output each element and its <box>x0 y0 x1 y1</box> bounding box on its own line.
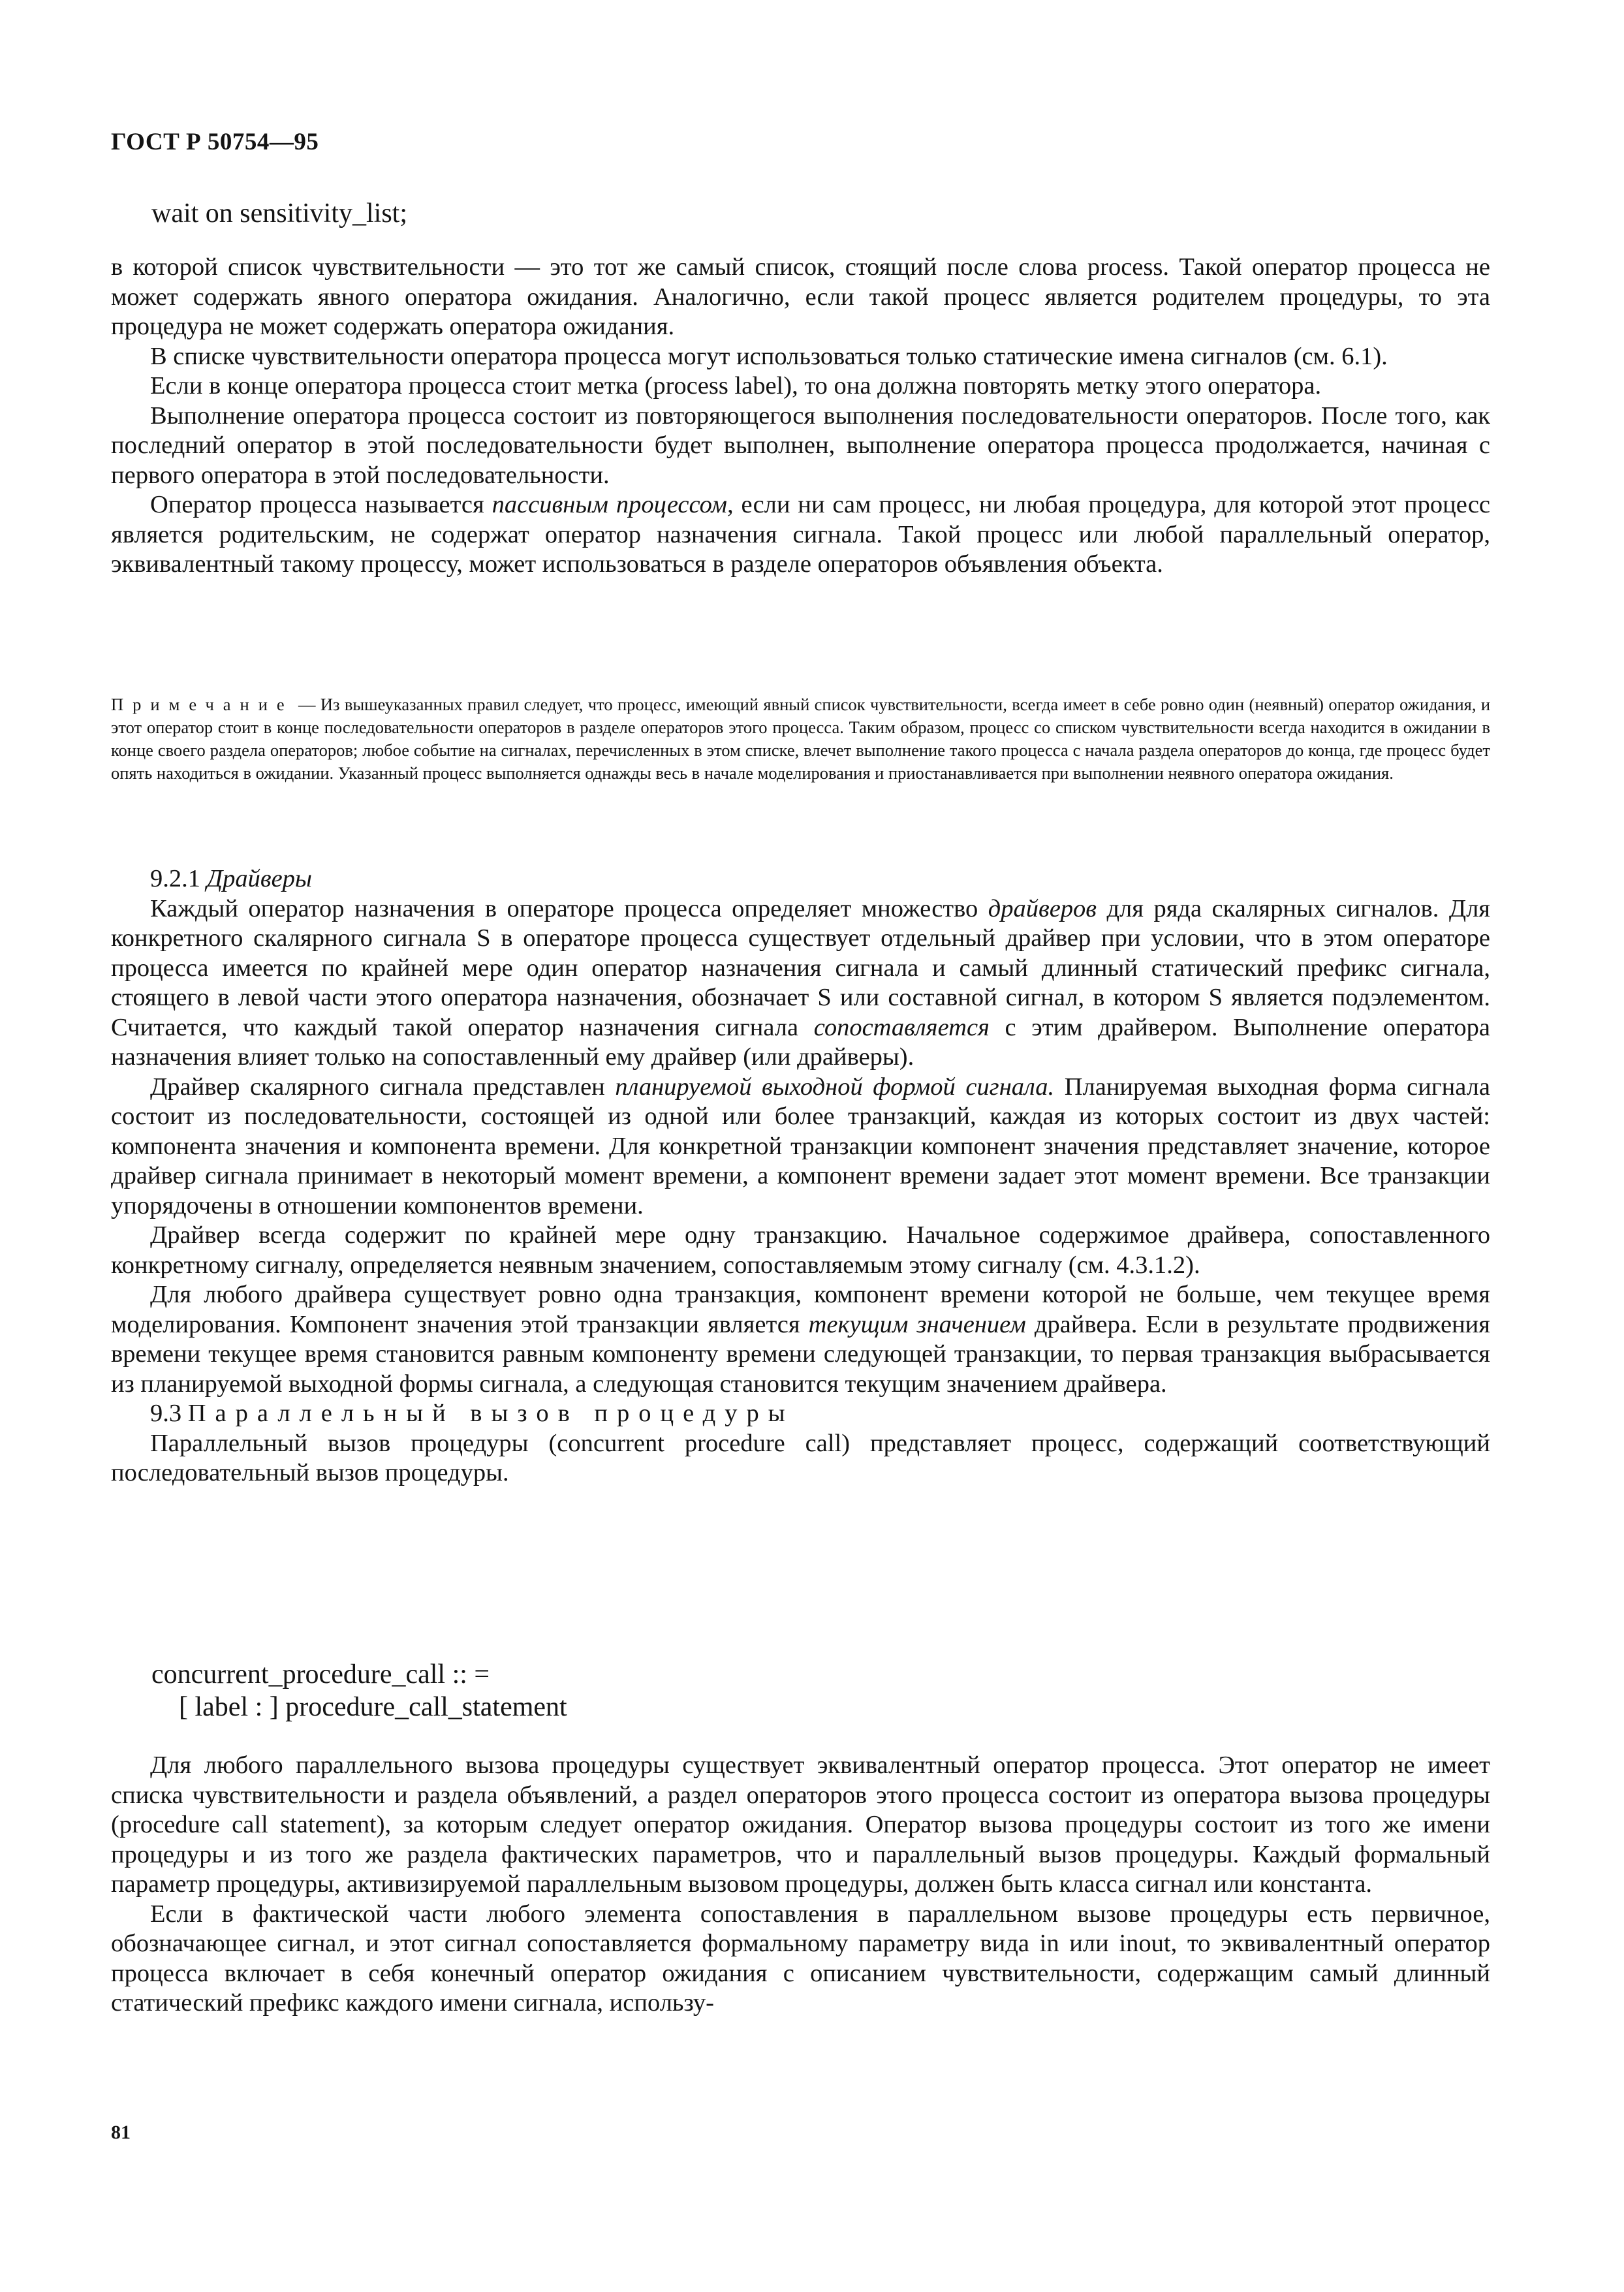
paragraph: в которой список чувствительности — это тот же самый список, стоящий после слова process. Такой оператор процесса не может содержать явного оператора ожидания. Аналогично, если такой процесс является родителем процедуры, то эта процедура не может содержать оператора ожидания. <box>111 253 1490 340</box>
code-line: concurrent_procedure_call :: = <box>151 1659 490 1689</box>
term-drivers: драйверов <box>988 894 1097 922</box>
paragraph-drivers: Каждый оператор назначения в операторе процесса определяет множество драйверов для ряда скалярных сигналов. Для конкретного скалярного сигнала S в операторе процесса существует отдельный драйвер при условии, что в этом операторе процесса имеется по крайней мере один оператор назначения сигнала и самый длинный статический префикс сигнала, стоящего в левой части этого оператора назначения, обозначает S или составной сигнал, в котором S является подэлементом. Считается, что каждый такой оператор назначения сигнала сопоставляется с этим драйвером. Выполнение оператора назначения влияет только на сопоставленный ему драйвер (или драйверы). <box>111 894 1490 1071</box>
note-text: — Из вышеуказанных правил следует, что процесс, имеющий явный список чувствительности, всегда имеет в себе ровно один (неявный) оператор ожидания, и этот оператор стоит в конце последовательности операторов в разделе операторов этого процесса. Таким образом, процесс со списком чувствительности всегда находится в ожидании в конце своего раздела операторов; любое событие на сигналах, перечисленных в этом списке, влечет выполнение такого процесса с начала раздела операторов до конца, где процесс будет опять находиться в ожидании. Указанный процесс выполняется однажды весь в начале моделирования и приостанавливается при выполнении неявного оператора ожидания. <box>111 695 1490 783</box>
paragraph-passive-process: Оператор процесса называется пассивным процессом, если ни сам процесс, ни любая процедура, для которой этот процесс является родительским, не содержат оператор назначения сигнала. Такой процесс или любой параллельный оператор, эквивалентный такому процессу, может использоваться в разделе операторов объявления объекта. <box>111 491 1490 578</box>
term-passive-process: пассивным процессом, <box>492 491 734 518</box>
code-block-syntax <box>151 1658 567 1723</box>
paragraph: Выполнение оператора процесса состоит из повторяющегося выполнения последовательности операторов. После того, как последний оператор в этой последовательности будет выполнен, выполнение оператора процесса продолжается, начиная с первого оператора в этой последовательности. <box>111 401 1490 489</box>
code-block-wait <box>151 197 407 230</box>
term-waveform: планируемой выходной формой сигнала. <box>615 1073 1055 1101</box>
term-current-value: текущим значением <box>808 1310 1026 1338</box>
body-section-1 <box>111 253 1490 580</box>
paragraph: Если в конце оператора процесса стоит метка (process label), то она должна повторять метку этого оператора. <box>150 372 1322 400</box>
term-associated: сопоставляется <box>813 1013 990 1041</box>
section-heading-9-3: 9.3 Параллельный вызов процедуры <box>150 1400 794 1427</box>
page-number: 81 <box>111 2122 131 2143</box>
body-section-3 <box>111 1751 1490 2018</box>
paragraph-waveform: Драйвер скалярного сигнала представлен планируемой выходной формой сигнала. Планируемая выходная форма сигнала состоит из последовательности, состоящей из одной или более транзакций, каждая из которых состоит из двух частей: компонента значения и компонента времени. Для конкретной транзакции компонент значения представляет значение, которое драйвер сигнала принимает в некоторый момент времени, а компонент времени задает этот момент времени. Все транзакции упорядочены в отношении компонентов времени. <box>111 1073 1490 1219</box>
note-label: Примечание <box>111 695 294 714</box>
paragraph: Если в фактической части любого элемента сопоставления в параллельном вызове процедуры есть первичное, обозначающее сигнал, и этот сигнал сопоставляется формальному параметру вида in или inout, то эквивалентный оператор процесса включает в себя конечный оператор ожидания с описанием чувствительности, содержащим самый длинный статический префикс каждого имени сигнала, использу- <box>111 1900 1490 2017</box>
standard-header: ГОСТ Р 50754—95 <box>111 129 319 155</box>
code-line: wait on sensitivity_list; <box>151 198 408 228</box>
paragraph: Параллельный вызов процедуры (concurrent procedure call) представляет процесс, содержащий соответствующий последовательный вызов процедуры. <box>111 1429 1490 1486</box>
paragraph: В списке чувствительности оператора процесса могут использоваться только статические имена сигналов (см. 6.1). <box>150 342 1388 370</box>
paragraph-current-value: Для любого драйвера существует ровно одна транзакция, компонент времени которой не больше, чем текущее время моделирования. Компонент значения этой транзакции является текущим значением драйвера. Если в результате продвижения времени текущее время становится равным компоненту времени следующей транзакции, то первая транзакция выбрасывается из планируемой выходной формы сигнала, а следующая становится текущим значением драйвера. <box>111 1281 1490 1398</box>
code-line: [ label : ] procedure_call_statement <box>151 1692 567 1722</box>
note-block <box>111 693 1490 785</box>
paragraph: Драйвер всегда содержит по крайней мере одну транзакцию. Начальное содержимое драйвера, сопоставленного конкретному сигналу, определяется неявным значением, сопоставляемым этому сигналу (см. 4.3.1.2). <box>111 1221 1490 1279</box>
section-heading-9-2-1: 9.2.1 Драйверы <box>150 865 312 892</box>
body-section-2 <box>111 864 1490 1488</box>
paragraph: Для любого параллельного вызова процедуры существует эквивалентный оператор процесса. Этот оператор не имеет списка чувствительности и раздела объявлений, а раздел операторов этого процесса состоит из оператора вызова процедуры (procedure call statement), за которым следует оператор ожидания. Оператор вызова процедуры состоит из того же имени процедуры и из того же раздела фактических параметров, что и параллельный вызов процедуры. Каждый формальный параметр процедуры, активизируемой параллельным вызовом процедуры, должен быть класса сигнал или константа. <box>111 1751 1490 1898</box>
